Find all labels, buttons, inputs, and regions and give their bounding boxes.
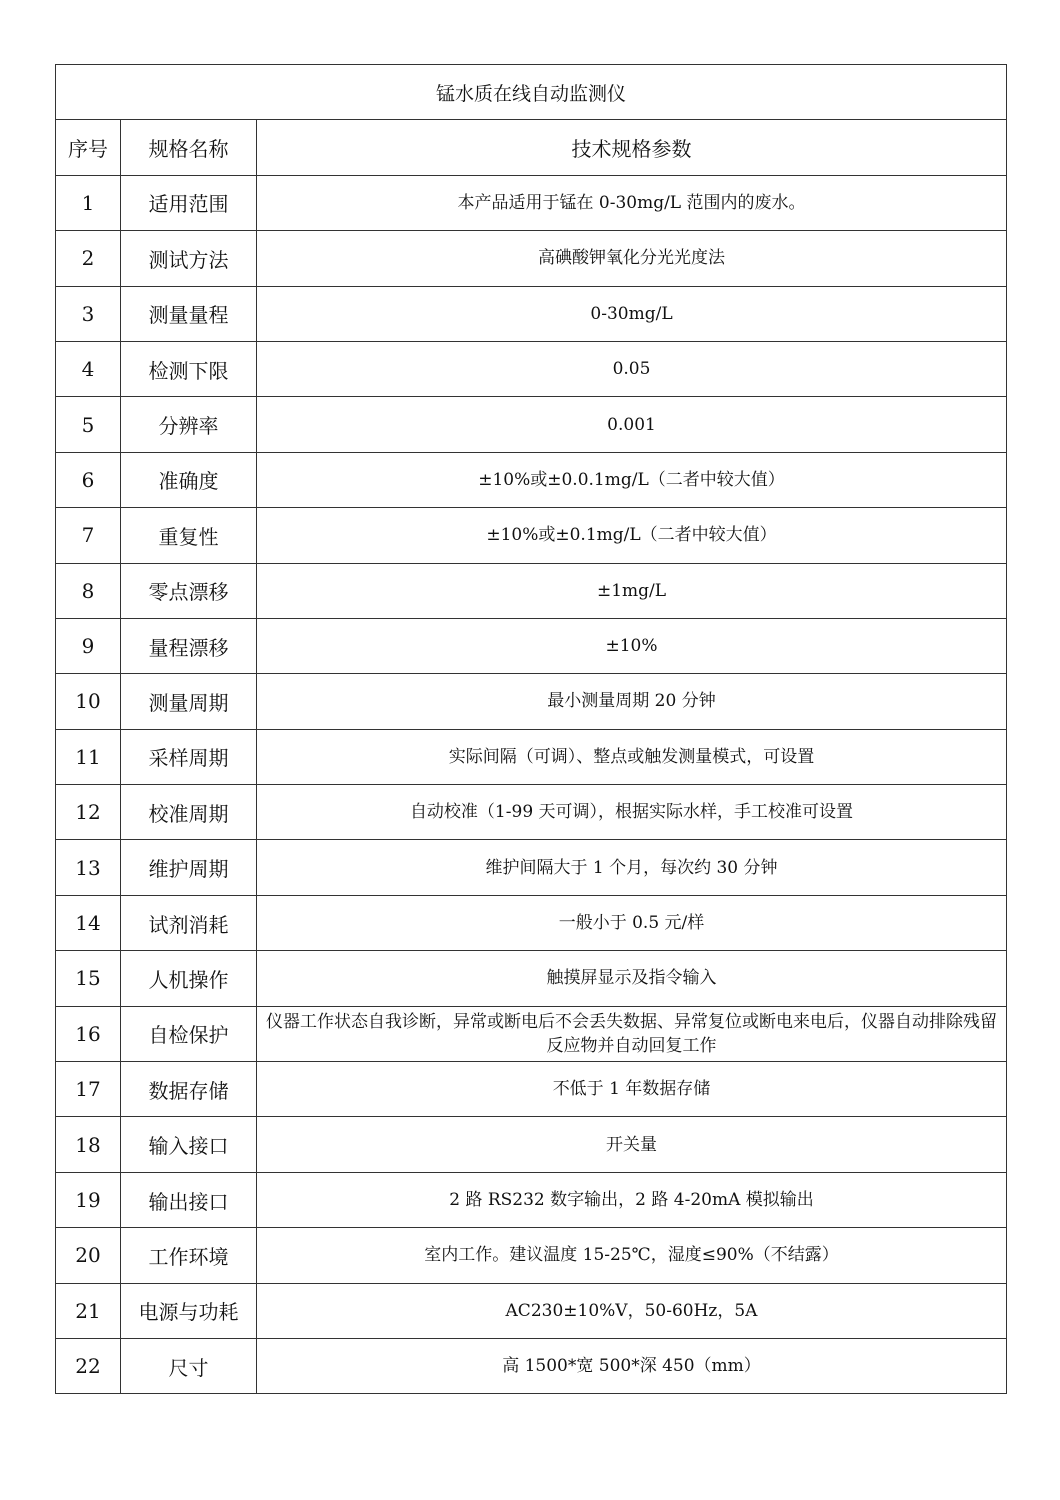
row-spec-value: 高 1500*宽 500*深 450（mm） (257, 1338, 1007, 1393)
row-number: 15 (56, 951, 121, 1006)
row-number: 20 (56, 1228, 121, 1283)
row-spec-value: 实际间隔（可调）、整点或触发测量模式，可设置 (257, 729, 1007, 784)
table-row (56, 452, 1007, 507)
table-row (56, 729, 1007, 784)
table-row (56, 1283, 1007, 1338)
row-spec-name: 数据存储 (121, 1062, 257, 1117)
row-spec-value: 开关量 (257, 1117, 1007, 1172)
row-spec-value: 本产品适用于锰在 0-30mg/L 范围内的废水。 (257, 175, 1007, 230)
row-spec-value: 一般小于 0.5 元/样 (257, 895, 1007, 950)
row-number: 12 (56, 785, 121, 840)
row-spec-value: 室内工作。建议温度 15-25℃，湿度≤90%（不结露） (257, 1228, 1007, 1283)
table-row (56, 175, 1007, 230)
row-spec-name: 人机操作 (121, 951, 257, 1006)
row-spec-value: 0-30mg/L (257, 286, 1007, 341)
row-spec-value: 自动校准（1-99 天可调），根据实际水样，手工校准可设置 (257, 785, 1007, 840)
row-spec-value: 最小测量周期 20 分钟 (257, 674, 1007, 729)
row-spec-name: 输出接口 (121, 1172, 257, 1227)
row-spec-name: 采样周期 (121, 729, 257, 784)
row-spec-value: AC230±10%V，50-60Hz，5A (257, 1283, 1007, 1338)
row-spec-value: 0.001 (257, 397, 1007, 452)
row-spec-name: 分辨率 (121, 397, 257, 452)
row-spec-name: 重复性 (121, 508, 257, 563)
row-spec-value: 触摸屏显示及指令输入 (257, 951, 1007, 1006)
title-row (56, 65, 1007, 120)
row-spec-name: 工作环境 (121, 1228, 257, 1283)
row-number: 17 (56, 1062, 121, 1117)
header-name: 规格名称 (121, 120, 257, 175)
row-number: 9 (56, 618, 121, 673)
table-row (56, 286, 1007, 341)
row-spec-name: 测量量程 (121, 286, 257, 341)
table-row (56, 785, 1007, 840)
row-spec-value: 维护间隔大于 1 个月，每次约 30 分钟 (257, 840, 1007, 895)
row-number: 6 (56, 452, 121, 507)
row-spec-name: 输入接口 (121, 1117, 257, 1172)
row-spec-name: 零点漂移 (121, 563, 257, 618)
row-spec-name: 试剂消耗 (121, 895, 257, 950)
table-row (56, 1228, 1007, 1283)
table-row (56, 1062, 1007, 1117)
table-row (56, 231, 1007, 286)
row-number: 22 (56, 1338, 121, 1393)
row-spec-value: ±1mg/L (257, 563, 1007, 618)
row-number: 4 (56, 341, 121, 396)
table-row (56, 1117, 1007, 1172)
header-seq: 序号 (56, 120, 121, 175)
table-row (56, 397, 1007, 452)
table-row (56, 895, 1007, 950)
row-number: 19 (56, 1172, 121, 1227)
row-spec-value: ±10%或±0.1mg/L（二者中较大值） (257, 508, 1007, 563)
row-number: 21 (56, 1283, 121, 1338)
row-spec-name: 校准周期 (121, 785, 257, 840)
spec-table (55, 64, 1007, 1394)
row-spec-name: 测试方法 (121, 231, 257, 286)
row-spec-value: 仪器工作状态自我诊断，异常或断电后不会丢失数据、异常复位或断电来电后，仪器自动排除残留反应物并自动回复工作 (257, 1006, 1007, 1061)
row-number: 2 (56, 231, 121, 286)
row-spec-value: 高碘酸钾氧化分光光度法 (257, 231, 1007, 286)
row-number: 3 (56, 286, 121, 341)
spec-table-body (56, 65, 1007, 1394)
row-number: 7 (56, 508, 121, 563)
row-number: 14 (56, 895, 121, 950)
row-number: 8 (56, 563, 121, 618)
table-row (56, 1172, 1007, 1227)
row-spec-name: 准确度 (121, 452, 257, 507)
row-number: 18 (56, 1117, 121, 1172)
table-row (56, 618, 1007, 673)
row-spec-name: 测量周期 (121, 674, 257, 729)
table-row (56, 840, 1007, 895)
row-number: 11 (56, 729, 121, 784)
table-row (56, 563, 1007, 618)
header-params: 技术规格参数 (257, 120, 1007, 175)
row-spec-value: 不低于 1 年数据存储 (257, 1062, 1007, 1117)
table-row (56, 951, 1007, 1006)
row-spec-name: 自检保护 (121, 1006, 257, 1061)
row-spec-name: 适用范围 (121, 175, 257, 230)
table-row (56, 1338, 1007, 1393)
row-number: 5 (56, 397, 121, 452)
row-spec-value: 0.05 (257, 341, 1007, 396)
row-number: 10 (56, 674, 121, 729)
table-row (56, 508, 1007, 563)
row-spec-name: 维护周期 (121, 840, 257, 895)
table-row (56, 341, 1007, 396)
row-spec-name: 尺寸 (121, 1338, 257, 1393)
row-spec-name: 检测下限 (121, 341, 257, 396)
row-spec-value: 2 路 RS232 数字输出，2 路 4-20mA 模拟输出 (257, 1172, 1007, 1227)
row-number: 1 (56, 175, 121, 230)
row-number: 16 (56, 1006, 121, 1061)
table-row (56, 674, 1007, 729)
row-spec-value: ±10% (257, 618, 1007, 673)
row-spec-name: 量程漂移 (121, 618, 257, 673)
row-number: 13 (56, 840, 121, 895)
row-spec-value: ±10%或±0.0.1mg/L（二者中较大值） (257, 452, 1007, 507)
header-row (56, 120, 1007, 175)
table-row (56, 1006, 1007, 1061)
table-title: 锰水质在线自动监测仪 (56, 65, 1007, 120)
row-spec-name: 电源与功耗 (121, 1283, 257, 1338)
